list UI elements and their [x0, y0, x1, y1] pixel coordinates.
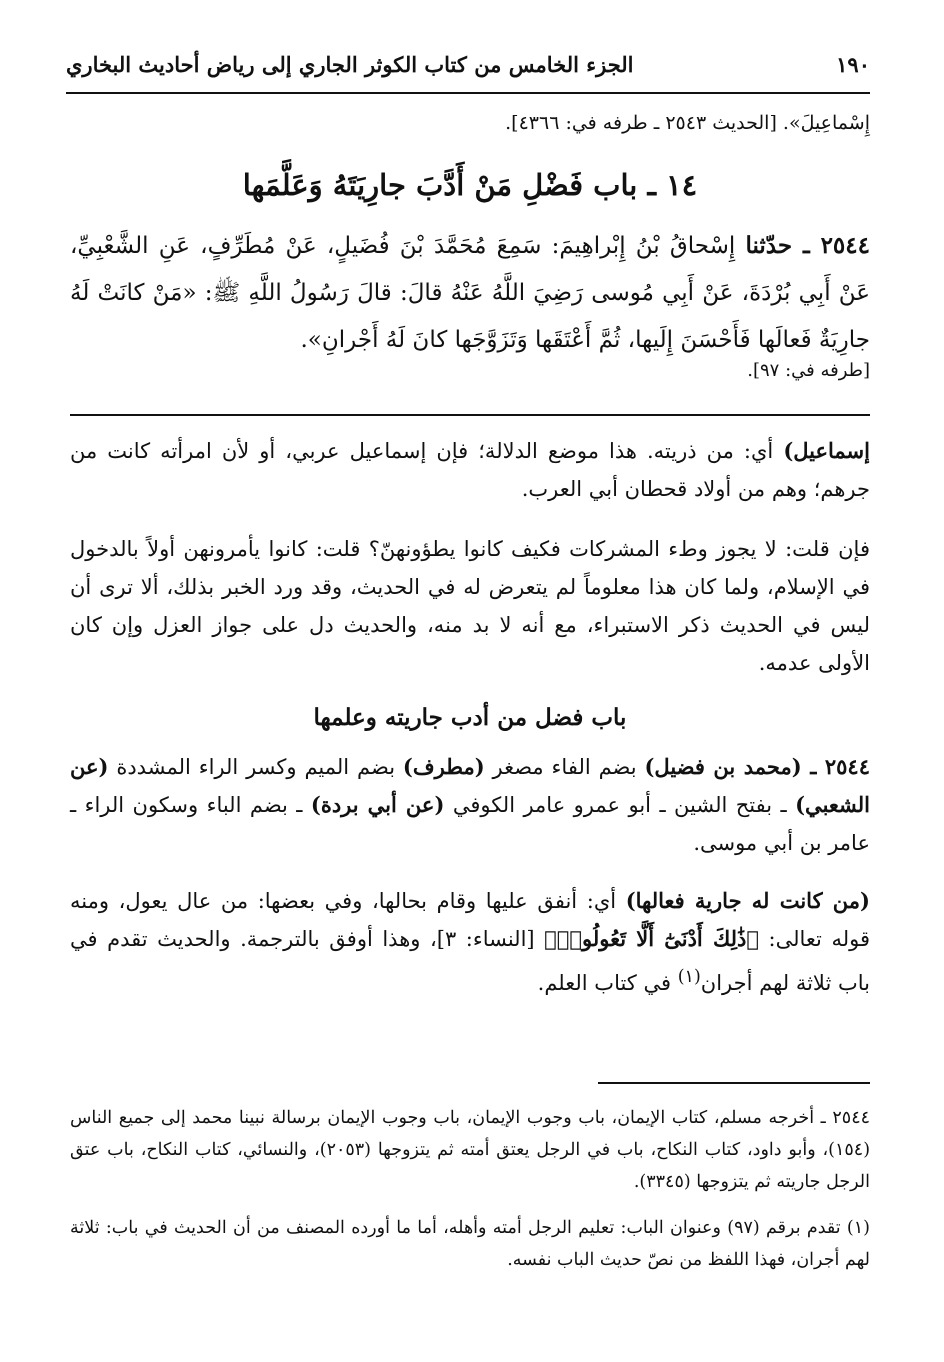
commentary-paragraph-2: فإن قلت: لا يجوز وطء المشركات فكيف كانوا يطؤونهنّ؟ قلت: كانوا يأمرونهن أولاً بالدخول في الإسلام، ولما كان هذا معلوماً لم يتعرض له في الحديث، وقد ورد الخبر بذلك، ألا ترى أن ليس في الحديث ذكر الاستبراء، مع أنه لا بد منه، والحديث دل على جواز العزل وإن كان الأولى عدمه. [70, 537, 870, 675]
commentary-paragraph-1 [70, 432, 870, 508]
header-rule [66, 92, 870, 94]
commentary-text: أي: من ذريته. هذا موضع الدلالة؛ فإن إسماعيل عربي، أو لأن امرأته كانت من جرهم؛ وهم من أولاد قحطان أبي العرب. [70, 439, 870, 501]
page-header [66, 44, 870, 84]
commentary-text: بضم الفاء مصغر [484, 755, 645, 779]
page-number: ١٩٠ [836, 51, 870, 77]
continued-line: إِسْماعِيلَ». [الحديث ٢٥٤٣ ـ طرفه في: ٤٣٦٦]. [505, 112, 870, 134]
commentary-text: ـ بضم الباء وسكون الراء ـ عامر بن أبي موسى. [70, 793, 870, 855]
commentary-paragraph-4 [70, 882, 870, 1002]
commentary-keyword: (مطرف) [402, 754, 485, 779]
section-divider [70, 414, 870, 416]
commentary-text: بضم الميم وكسر الراء المشددة [108, 755, 403, 779]
commentary-keyword: ٢٥٤٤ ـ (محمد بن فضيل) [644, 754, 870, 779]
hadith-reference: [طرفه في: ٩٧]. [747, 360, 870, 381]
commentary-keyword: (عن أبي بردة) [310, 792, 445, 817]
commentary-paragraph-3 [70, 748, 870, 862]
footnote-rule [598, 1082, 870, 1084]
commentary-text: في كتاب العلم. [537, 971, 678, 995]
hadith-body: إِسْحاقُ بْنُ إِبْراهِيمَ: سَمِعَ مُحَمَّدَ بْنَ فُضَيلٍ، عَنْ مُطَرِّفٍ، عَنِ الشَّعْبِيِّ، عَنْ أَبِي بُرْدَةَ، عَنْ أَبِي مُوسى رَضِيَ اللَّهُ عَنْهُ قالَ: قالَ رَسُولُ اللَّهِ ﷺ: «مَنْ كانَتْ لَهُ جارِيَةٌ فَعالَها فَأَحْسَنَ إِلَيها، ثُمَّ أَعْتَقَها وَتَزَوَّجَها كانَ لَهُ أَجْرانِ». [70, 233, 870, 353]
commentary-text: ـ بفتح الشين ـ أبو عمرو عامر الكوفي [444, 793, 796, 817]
running-title: الجزء الخامس من كتاب الكوثر الجاري إلى رياض أحاديث البخاري [66, 51, 634, 77]
footnote-1: ٢٥٤٤ ـ أخرجه مسلم، كتاب الإيمان، باب وجوب الإيمان، باب وجوب الإيمان برسالة نبينا محمد إلى جميع الناس (١٥٤)، وأبو داود، كتاب النكاح، باب في الرجل يعتق أمته ثم يتزوجها (٢٠٥٣)، والنسائي، كتاب النكاح، باب عتق الرجل جاريته ثم يتزوجها (٣٣٤٥). [70, 1108, 871, 1192]
commentary-text: أي: أنفق عليها وقام بحالها، وفي بعضها: من عال يعول، ومنه قوله تعالى: [70, 889, 870, 951]
footnote-2: (١) تقدم برقم (٩٧) وعنوان الباب: تعليم الرجل أمته وأهله، أما ما أورده المصنف من أن الحديث في باب: ثلاثة لهم أجران، فهذا اللفظ من نصّ حديث الباب نفسه. [70, 1218, 870, 1270]
hadith-lead: ٢٥٤٤ ـ حدّثنا [745, 232, 870, 259]
commentary-keyword: (من كانت له جارية فعالها) [625, 888, 870, 913]
commentary-keyword: (عن الشعبي) [70, 754, 870, 817]
commentary-text: [النساء: ٣]، وهذا أوفق بالترجمة. والحديث تقدم في باب ثلاثة لهم أجران [70, 927, 870, 995]
commentary-keyword: إسماعيل) [783, 438, 870, 463]
quran-quote: ﴿ذَٰلِكَ أَدْنَىٰٓ أَلَّا تَعُولُوا۟﴾ [544, 926, 759, 951]
chapter-heading: ١٤ ـ باب فَضْلِ مَنْ أَدَّبَ جارِيَتَهُ وَعَلَّمَها [242, 168, 698, 202]
commentary-heading: باب فضل من أدب جاريته وعلمها [313, 704, 627, 731]
footnote-marker: (١) [677, 967, 701, 987]
hadith-text [70, 222, 870, 364]
